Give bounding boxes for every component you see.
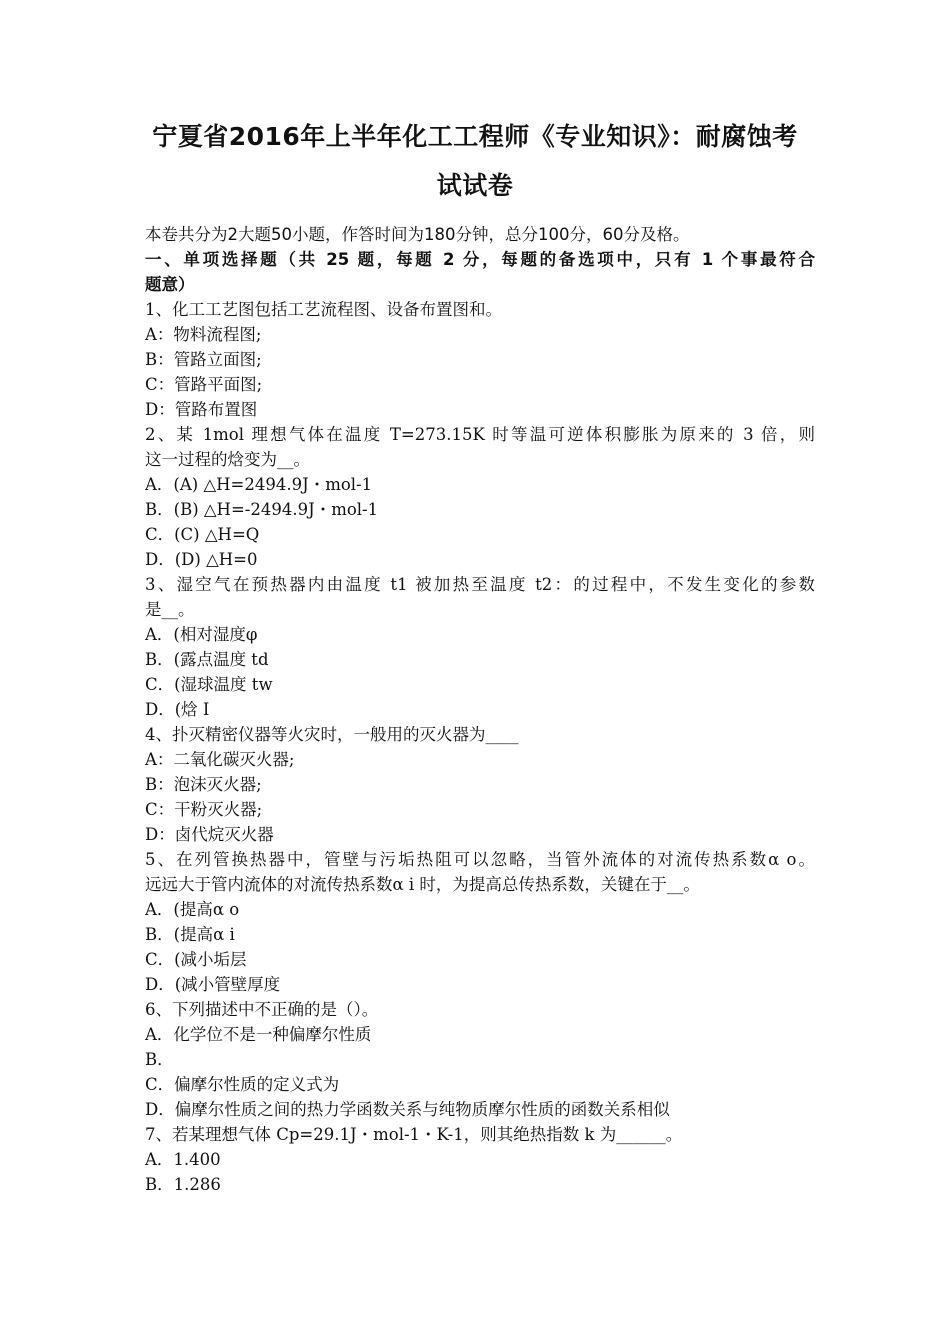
question-7-stem: 7、若某理想气体 Cp=29.1J・mol-1・K-1，则其绝热指数 k 为______。 <box>145 1125 683 1144</box>
question-4-option-c: C：干粉灭火器; <box>145 800 263 819</box>
question-6-stem: 6、下列描述中不正确的是（）。 <box>145 1000 379 1019</box>
question-6-option-b: B． <box>145 1050 174 1069</box>
question-1-option-c: C：管路平面图; <box>145 375 263 394</box>
question-4-option-a: A：二氧化碳灭火器; <box>145 750 295 769</box>
question-3-stem-cont: 是__。 <box>145 600 195 619</box>
question-2-stem: 2、某 1mol 理想气体在温度 T=273.15K 时等温可逆体积膨胀为原来的 3 倍，则 <box>145 425 815 444</box>
question-3-option-c: C．(湿球温度 tw <box>145 675 273 694</box>
question-3-stem: 3、湿空气在预热器内由温度 t1 被加热至温度 t2：的过程中，不发生变化的参数 <box>145 575 815 594</box>
question-5-option-b: B．(提高α i <box>145 925 235 944</box>
section-heading-line-2: 题意） <box>145 275 195 294</box>
question-2-option-a: A．(A) △H=2494.9J・mol-1 <box>145 475 373 494</box>
question-5-option-d: D．(减小管壁厚度 <box>145 975 281 994</box>
question-1-option-d: D：管路布置图 <box>145 400 258 419</box>
question-4-stem: 4、扑灭精密仪器等火灾时，一般用的灭火器为____ <box>145 725 519 744</box>
question-6-option-d: D．偏摩尔性质之间的热力学函数关系与纯物质摩尔性质的函数关系相似 <box>145 1100 670 1119</box>
question-7-option-b: B．1.286 <box>145 1175 221 1194</box>
question-4-option-d: D：卤代烷灭火器 <box>145 825 274 844</box>
question-6-option-c: C．偏摩尔性质的定义式为 <box>145 1075 340 1094</box>
exam-body <box>145 222 815 1197</box>
question-2-option-c: C．(C) △H=Q <box>145 525 260 544</box>
question-4-option-b: B：泡沫灭火器; <box>145 775 262 794</box>
question-1-option-a: A：物料流程图; <box>145 325 262 344</box>
question-7-option-a: A．1.400 <box>145 1150 221 1169</box>
question-5-option-a: A．(提高α o <box>145 900 240 919</box>
question-5-option-c: C．(减小垢层 <box>145 950 247 969</box>
question-3-option-a: A．(相对湿度φ <box>145 625 258 644</box>
question-3-option-b: B．(露点温度 td <box>145 650 269 669</box>
question-5-stem: 5、在列管换热器中，管壁与污垢热阻可以忽略，当管外流体的对流传热系数α o。 <box>145 850 815 869</box>
question-6-option-a: A．化学位不是一种偏摩尔性质 <box>145 1025 372 1044</box>
question-5-stem-cont: 远远大于管内流体的对流传热系数α i 时，为提高总传热系数，关键在于__。 <box>145 875 700 894</box>
question-1-option-b: B：管路立面图; <box>145 350 262 369</box>
exam-intro: 本卷共分为2大题50小题，作答时间为180分钟，总分100分，60分及格。 <box>145 225 690 244</box>
question-3-option-d: D．(焓 I <box>145 700 210 719</box>
section-heading-line-1: 一、单项选择题（共 25 题，每题 2 分，每题的备选项中，只有 1 个事最符合 <box>145 250 815 269</box>
question-1-stem: 1、化工工艺图包括工艺流程图、设备布置图和。 <box>145 300 502 319</box>
question-2-option-d: D．(D) △H=0 <box>145 550 258 569</box>
question-2-stem-cont: 这一过程的焓变为__。 <box>145 450 310 469</box>
question-2-option-b: B．(B) △H=-2494.9J・mol-1 <box>145 500 379 519</box>
page-title-line-1: 宁夏省2016年上半年化工工程师《专业知识》：耐腐蚀考 <box>152 122 798 151</box>
page-title-line-2: 试试卷 <box>436 171 514 200</box>
